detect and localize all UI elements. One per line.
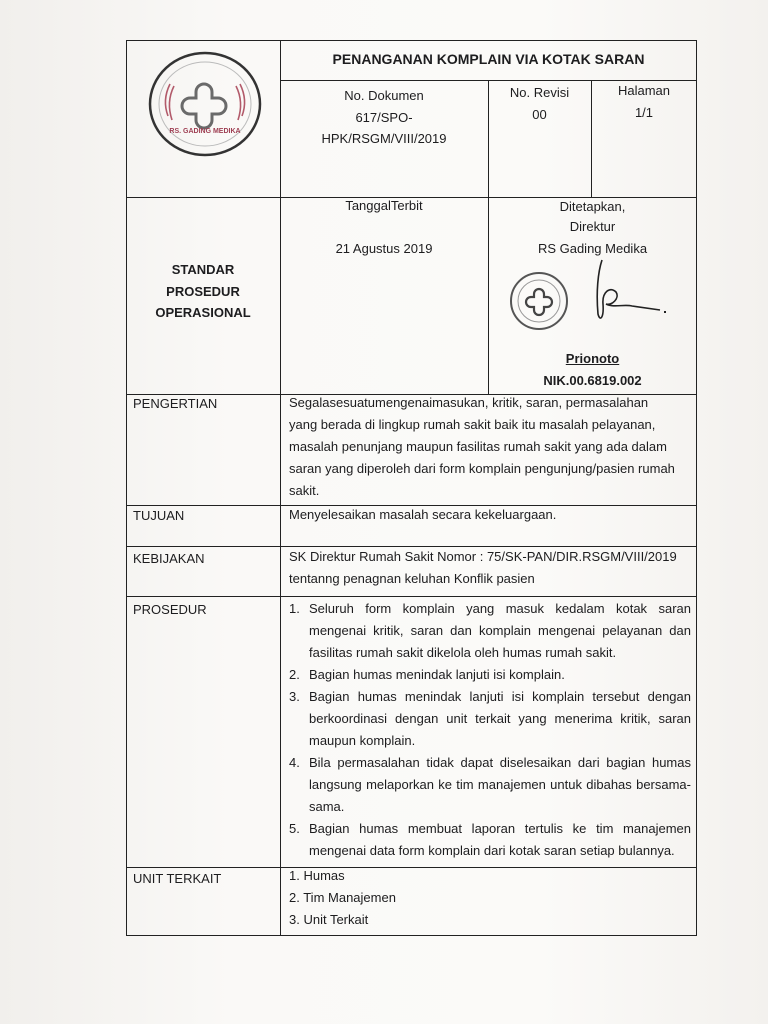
pengertian-line: Segalasesuatumengenaimasukan, kritik, saran, permasalahan [289,395,649,410]
kebijakan-bottom-rule [126,596,697,597]
pengertian-bottom-rule [126,505,697,506]
doc-number-line1: 617/SPO- [355,110,413,125]
doc-number-line2: HPK/RSGM/VIII/2019 [321,131,447,146]
unit-terkait-item: 3. Unit Terkait [289,912,369,927]
signer-name: Prionoto [565,351,620,366]
kebijakan-label: KEBIJAKAN [133,551,205,566]
sop-line-2: PROSEDUR [166,284,240,299]
kebijakan-line-1: SK Direktur Rumah Sakit Nomor : 75/SK-PAN/DIR.RSGM/VIII/2019 [289,549,677,564]
pengertian-line: yang berada di lingkup rumah sakit baik itu masalah pelayanan, [289,417,656,432]
list-item: 2. Bagian humas menindak lanjuti isi komplain. [289,667,565,682]
list-item: 4. Bila permasalahan tidak dapat diselesaikan dari bagian humas langsung melaporkan ke tim manajemen untuk dibahas bersama-sama. [289,755,691,814]
pengertian-line: saran yang diperoleh dari form komplain pengunjung/pasien rumah [289,461,675,476]
unit-terkait-item: 1. Humas [289,868,345,883]
pengertian-line: sakit. [289,483,320,498]
prosedur-label: PROSEDUR [133,602,207,617]
revision-value: 00 [532,107,547,122]
revision-label: No. Revisi [509,85,570,100]
approved-label: Ditetapkan, [559,199,626,214]
kebijakan-line-2: tentanng penagnan keluhan Konflik pasien [289,571,535,586]
prosedur-list [289,598,691,862]
tujuan-label: TUJUAN [133,508,185,523]
unit-terkait-item: 2. Tim Manajemen [289,890,396,905]
issue-date-label: TanggalTerbit [345,198,423,213]
issue-date-value: 21 Agustus 2019 [335,241,433,256]
list-item: 1. Seluruh form komplain yang masuk kedalam kotak saran mengenai kritik, saran dan komplain mengenai pelayanan dan fasilitas rumah sakit dikelola oleh humas rumah sakit. [289,601,691,660]
list-item: 3. Bagian humas menindak lanjuti isi komplain tersebut dengan berkoordinasi dengan unit terkait yang menerima kritik, saran maupun komplain. [289,689,691,748]
hospital-logo-icon [140,50,270,158]
approved-org: RS Gading Medika [537,241,648,256]
column-divider [280,40,281,936]
pengertian-label: PENGERTIAN [133,396,218,411]
sop-line-3: OPERASIONAL [155,305,251,320]
pengertian-text [289,392,689,502]
document-title: PENANGANAN KOMPLAIN VIA KOTAK SARAN [332,51,645,67]
signature-icon [540,252,670,342]
tujuan-bottom-rule [126,546,697,547]
unit-terkait-label: UNIT TERKAIT [133,871,222,886]
page-label: Halaman [617,83,671,98]
prosedur-bottom-rule [126,867,697,868]
approved-role: Direktur [569,219,616,234]
tujuan-text: Menyelesaikan masalah secara kekeluargaan. [289,507,557,522]
page-value: 1/1 [634,105,654,120]
doc-number-label: No. Dokumen [344,88,424,103]
pengertian-line: masalah penunjang maupun fasilitas rumah sakit yang ada dalam [289,439,667,454]
title-bottom-rule [280,80,697,81]
signer-nik: NIK.00.6819.002 [543,373,642,388]
logo-text: RS. GADING MEDIKA [169,128,241,135]
list-item: 5. Bagian humas membuat laporan tertulis ke tim manajemen mengenai data form komplain dari kotak saran setiap bulannya. [289,821,691,858]
sop-line-1: STANDAR [171,262,235,277]
